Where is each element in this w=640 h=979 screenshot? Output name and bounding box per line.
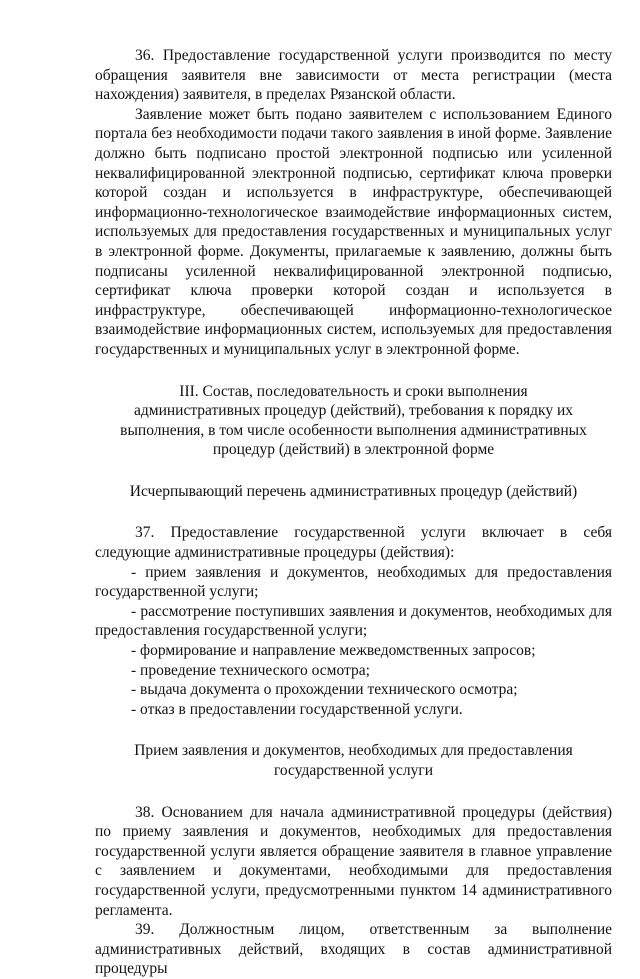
- spacer: [95, 719, 612, 741]
- spacer: [95, 360, 612, 382]
- procedure-item: - проведение технического осмотра;: [131, 661, 370, 679]
- procedure-item: - прием заявления и документов, необходимых для предоставления государственной услуги;: [95, 563, 612, 601]
- spacer: [95, 781, 612, 803]
- procedure-item: - рассмотрение поступивших заявления и документов, необходимых для предоставления государственной услуги;: [95, 602, 612, 640]
- intake-subheading: Прием заявления и документов, необходимых для предоставления государственной услуги: [134, 742, 573, 779]
- section-3-heading: III. Состав, последовательность и сроки выполнения административных процедур (действий), требования к порядку их выполнения, в том числе особенности выполнения административных процедур (действий) в электронной форме: [120, 382, 587, 459]
- document-page: [95, 46, 612, 979]
- procedure-item: - выдача документа о прохождении технического осмотра;: [131, 681, 518, 699]
- paragraph-37: 37. Предоставление государственной услуги включает в себя следующие административные процедуры (действия):: [95, 524, 612, 562]
- paragraph-36: 36. Предоставление государственной услуги производится по месту обращения заявителя вне зависимости от места регистрации (места нахождения) заявителя, в пределах Рязанской области.: [95, 47, 612, 104]
- spacer: [95, 501, 612, 523]
- procedure-item: - формирование и направление межведомственных запросов;: [131, 642, 536, 660]
- spacer: [95, 460, 612, 482]
- paragraph-39: 39. Должностным лицом, ответственным за выполнение административных действий, входящих в состав административной процедуры: [95, 921, 612, 978]
- paragraph-38: 38. Основанием для начала административной процедуры (действия) по приему заявления и документов, необходимых для предоставления государственной услуги является обращение заявителя в главное управление с заявлением и документами, необходимыми для предоставления государственной услуги, предусмотренными пунктом 14 административного регламента.: [95, 803, 612, 919]
- paragraph-36-continued: Заявление может быть подано заявителем с использованием Единого портала без необходимости подачи такого заявления в иной форме. Заявление должно быть подписано простой электронной подписью или усиленной неквалифицированной электронной подписью, сертификат ключа проверки которой создан и используется в инфраструктуре, обеспечивающей информационно-технологическое взаимодействие информационных систем, используемых для предоставления государственных и муниципальных услуг в электронной форме. Документы, прилагаемые к заявлению, должны быть подписаны усиленной неквалифицированной электронной подписью, сертификат ключа проверки которой создан и используется в инфраструктуре, обеспечивающей информационно-технологическое взаимодействие информационных систем, используемых для предоставления государственных и муниципальных услуг в электронной форме.: [95, 105, 612, 358]
- procedures-list-heading: Исчерпывающий перечень административных процедур (действий): [129, 482, 578, 500]
- procedure-item: - отказ в предоставлении государственной услуги.: [131, 700, 463, 718]
